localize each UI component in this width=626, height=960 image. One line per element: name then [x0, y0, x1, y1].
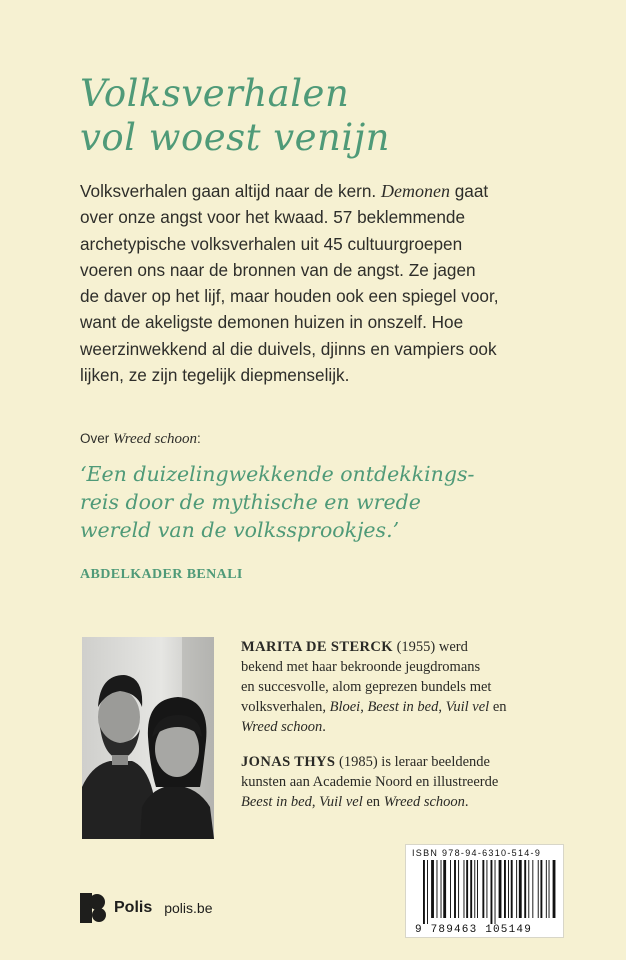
barcode-bar	[474, 860, 475, 918]
blurb	[80, 178, 560, 388]
author-name: JONAS THYS	[241, 754, 336, 770]
barcode-bar	[482, 860, 484, 918]
barcode-bar	[427, 860, 428, 924]
quote-line: reis door de mythische en wrede	[80, 490, 421, 514]
publisher-logo	[80, 893, 213, 923]
author-name: MARITA DE STERCK	[241, 639, 393, 655]
title-line-1: Volksverhalen	[80, 72, 350, 115]
barcode-bar	[495, 860, 496, 924]
isbn-barcode	[405, 844, 564, 938]
review-quote	[80, 460, 570, 544]
quote-line: wereld van de volkssprookjes.’	[80, 518, 400, 542]
blurb-line: over onze angst voor het kwaad. 57 beklemmende	[80, 207, 466, 228]
blurb-line: lijken, ze zijn tegelijk diepmenselijk.	[80, 365, 350, 386]
blurb-line: want de akeligste demonen huizen in onszelf. Hoe	[80, 312, 464, 333]
barcode-bar	[511, 860, 513, 918]
barcode-bar	[486, 860, 487, 918]
barcode-bar	[464, 860, 465, 918]
barcode-bar	[546, 860, 547, 918]
barcode-bar	[458, 860, 459, 918]
publisher-url: polis.be	[164, 900, 213, 916]
barcode-bar	[441, 860, 442, 918]
blurb-line: weerzinwekkend al die duivels, djinns en vampiers ook	[80, 338, 497, 359]
isbn-label: ISBN 978-94-6310-514-9	[412, 848, 542, 858]
barcode-bar	[528, 860, 529, 918]
barcode-bar	[454, 860, 456, 918]
barcode-bar	[423, 860, 425, 924]
barcode-digits: 9 789463 105149	[415, 924, 533, 934]
barcode-bar	[532, 860, 533, 918]
barcode-bar	[477, 860, 478, 918]
quote-line: ‘Een duizelingwekkende ontdekkings-	[80, 462, 475, 486]
blurb-line: de daver op het lijf, maar houden ook een spiegel voor,	[80, 286, 499, 307]
blurb-line: Volksverhalen gaan altijd naar de kern. Demonen gaat	[80, 181, 489, 201]
barcode-bar	[499, 860, 502, 918]
review-intro: Over Wreed schoon:	[80, 431, 201, 447]
barcode-bar	[540, 860, 542, 918]
author-photo	[82, 637, 214, 839]
barcode-bar	[466, 860, 468, 918]
author-bio-jonas: JONAS THYS (1985) is leraar beeldende kunsten aan Academie Noord en illustreerde Beest in bed, Vuil vel en Wreed schoon.	[241, 754, 499, 810]
barcode-bar	[443, 860, 446, 918]
barcode-bar	[516, 860, 517, 918]
barcode-bar	[519, 860, 522, 918]
author-bio-marita: MARITA DE STERCK (1955) werd bekend met haar bekroonde jeugdromans en succesvolle, alom geprezen bundels met volksverhalen, Bloei, Beest in bed, Vuil vel en Wreed schoon.	[241, 639, 507, 735]
barcode-bar	[450, 860, 451, 918]
reviewed-book-title: Wreed schoon	[113, 431, 198, 447]
back-cover-title	[80, 72, 560, 160]
title-line-2: vol woest venijn	[80, 116, 390, 159]
barcode-bar	[437, 860, 438, 918]
barcode-bar	[524, 860, 526, 918]
quote-author: ABDELKADER BENALI	[80, 567, 243, 582]
barcode-bar	[470, 860, 472, 918]
barcode-bar	[553, 860, 556, 918]
barcode-bar	[508, 860, 509, 918]
blurb-line: voeren ons naar de bronnen van de angst. Ze jagen	[80, 259, 476, 280]
publisher-name: Polis	[114, 899, 153, 916]
barcode-bar	[538, 860, 539, 918]
barcode-bars	[415, 860, 557, 934]
barcode-bar	[504, 860, 506, 918]
polis-logo-icon	[80, 893, 106, 923]
barcode-bar	[491, 860, 493, 924]
barcode-bar	[431, 860, 434, 918]
blurb-line: archetypische volksverhalen uit 45 cultuurgroepen	[80, 233, 463, 254]
barcode-bar	[549, 860, 550, 918]
